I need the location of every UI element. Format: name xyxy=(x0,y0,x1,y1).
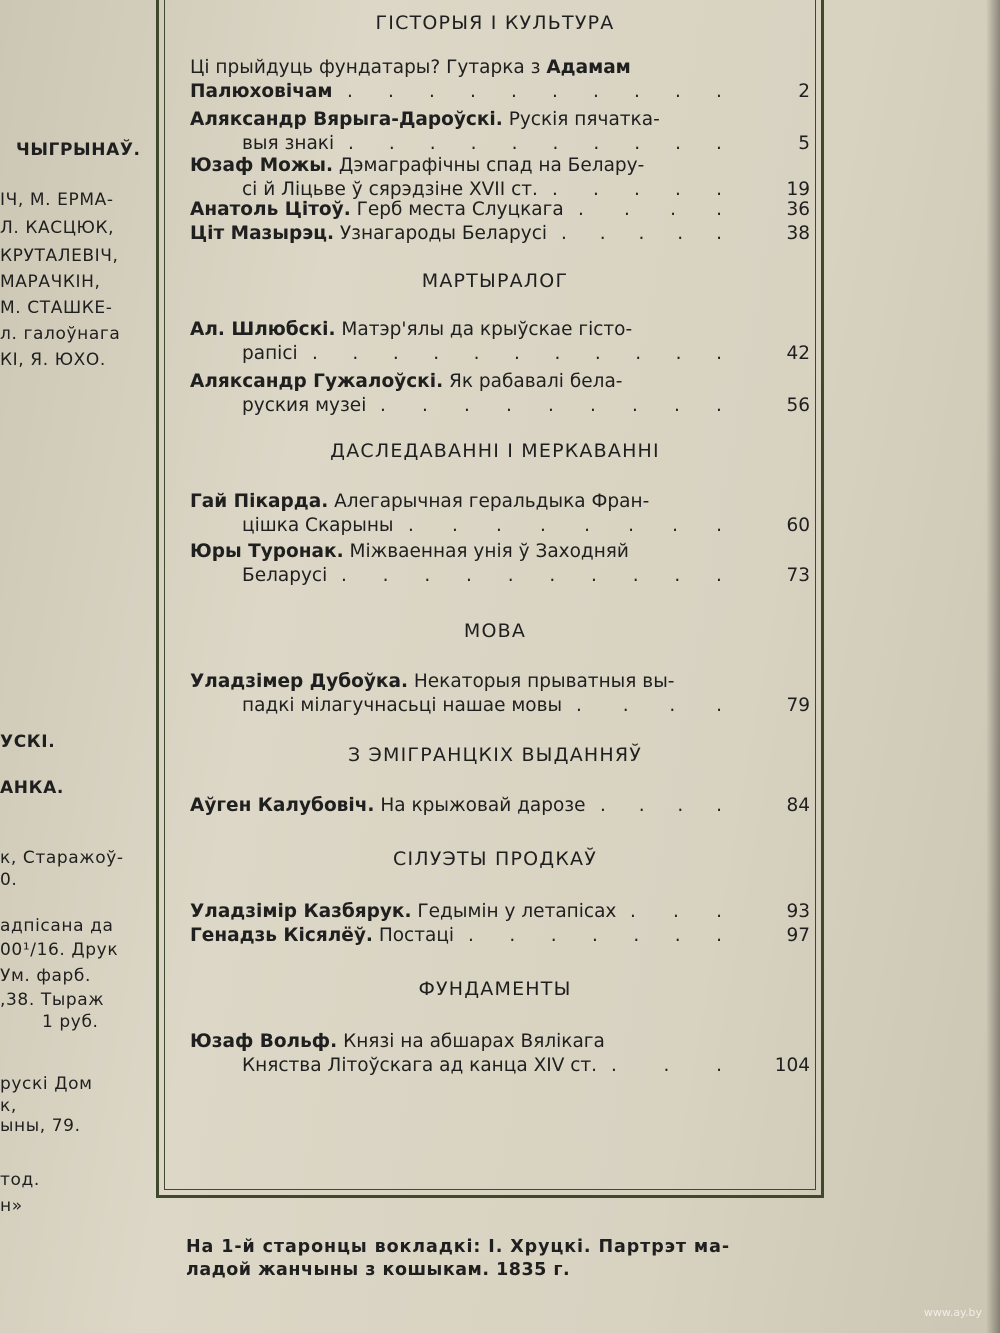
page-number: 60 xyxy=(786,514,810,536)
entry-author: Палюховічам xyxy=(190,80,333,102)
watermark: www.ay.by xyxy=(923,1306,982,1319)
entry-title: Постаці xyxy=(372,925,455,946)
toc-entry xyxy=(190,924,810,948)
left-column-line: КІ, Я. ЮХО. xyxy=(0,350,106,370)
toc-entry-line xyxy=(190,1054,810,1078)
toc-entry xyxy=(190,370,810,417)
entry-title: Рускія пячатка- xyxy=(502,109,660,130)
toc-entry-text xyxy=(242,564,327,588)
dot-leader: . . . . xyxy=(600,795,722,816)
toc-entry-text xyxy=(242,514,394,538)
entry-author: Ал. Шлюбскі. xyxy=(190,319,336,340)
left-column-line: ЧЫГРЫНАЎ. xyxy=(16,140,141,160)
toc-entry-text xyxy=(190,670,674,694)
entry-title: На крыжовай дарозе xyxy=(374,795,586,816)
entry-title: Некаторыя прыватныя вы- xyxy=(407,671,675,692)
toc-entry-line xyxy=(190,394,810,418)
left-column-line: Л. КАСЦЮК, xyxy=(0,218,115,238)
page-number: 2 xyxy=(798,80,810,102)
toc-entry-text xyxy=(190,900,616,924)
toc-entry-text xyxy=(190,1030,605,1054)
left-column-line: к, xyxy=(0,1096,17,1116)
toc-entry-line xyxy=(190,794,810,818)
dot-leader: . . . . . . . . . . xyxy=(347,80,722,102)
page-number: 5 xyxy=(798,132,810,154)
toc-entry-line xyxy=(190,132,810,156)
cover-caption-line2: ладой жанчыны з кошыкам. 1835 г. xyxy=(186,1260,571,1280)
dot-leader: . . . . . . . xyxy=(468,925,722,946)
entry-title: Як рабавалі бела- xyxy=(443,371,623,392)
entry-title: Ці прыйдуць фундатары? Гутарка з xyxy=(190,57,547,78)
entry-title: рапісі xyxy=(242,342,298,364)
toc-entry xyxy=(190,670,810,717)
toc-entry-text xyxy=(190,80,333,104)
entry-author: Аляксандр Вярыга-Дароўскі. xyxy=(190,109,503,130)
toc-entry-text xyxy=(242,1054,597,1078)
toc-entry-text xyxy=(190,540,629,564)
toc-entry-text xyxy=(242,694,562,718)
entry-title: сі й Ліцьве ў сярэдзіне XVII ст. xyxy=(242,178,538,200)
entry-title: выя знакі xyxy=(242,132,335,154)
entry-author: Аўген Калубовіч. xyxy=(190,795,375,816)
entry-author: Уладзімер Дубоўка. xyxy=(190,671,408,692)
page-number: 93 xyxy=(786,901,810,922)
toc-entry-line xyxy=(190,924,810,948)
left-column-line: л. галоўнага xyxy=(0,324,121,344)
toc-entry xyxy=(190,198,810,222)
left-column-line: 1 руб. xyxy=(42,1012,99,1032)
entry-author: Аляксандр Гужалоўскі. xyxy=(190,371,444,392)
entry-title: Міжваенная унія ў Заходняй xyxy=(343,541,629,562)
section-heading: ФУНДАМЕНТЫ xyxy=(418,978,572,1000)
entry-title: Княства Літоўскага ад канца XIV ст. xyxy=(242,1054,598,1076)
dot-leader: . . . . . . . . xyxy=(408,514,722,536)
toc-entry-text xyxy=(242,342,298,366)
toc-entry-line xyxy=(190,900,810,924)
left-column-line: ІЧ, М. ЕРМА- xyxy=(0,190,114,210)
toc-entry-text xyxy=(190,318,632,342)
dot-leader: . . . . . . . . . . xyxy=(341,564,722,586)
dot-leader: . . . . . xyxy=(552,178,722,200)
toc-entry-line xyxy=(190,694,810,718)
entry-title: руския музеі xyxy=(242,394,367,416)
left-column-line: АНКА. xyxy=(0,778,64,798)
left-column-line: тод. xyxy=(0,1170,40,1190)
page-number: 19 xyxy=(786,178,810,200)
section-heading: ДАСЛЕДАВАННІ І МЕРКАВАННІ xyxy=(330,440,660,462)
toc-entry xyxy=(190,794,810,818)
toc-entry-text xyxy=(190,924,454,948)
toc-entry-line xyxy=(190,198,810,222)
toc-entry-line xyxy=(190,80,810,104)
entry-author: Гай Пікарда. xyxy=(190,491,329,512)
dot-leader: . . . . . xyxy=(561,223,722,244)
toc-entry xyxy=(190,900,810,924)
page-number: 84 xyxy=(786,795,810,816)
entry-title: Князі на абшарах Вялікага xyxy=(337,1031,605,1052)
toc-entry xyxy=(190,108,810,155)
toc-entry-text xyxy=(190,154,644,178)
entry-title: Герб места Слуцкага xyxy=(350,199,564,220)
entry-title: Беларусі xyxy=(242,564,328,586)
left-column-line: МАРАЧКІН, xyxy=(0,272,101,292)
cover-caption-line1: На 1-й старонцы вокладкі: І. Хруцкі. Партрэт ма- xyxy=(186,1237,731,1257)
toc-entry-line xyxy=(190,56,810,80)
entry-title: падкі мілагучнасьці нашае мовы xyxy=(242,694,563,716)
dot-leader: . . . . . . . . . xyxy=(380,394,722,416)
toc-entry-line xyxy=(190,318,810,342)
entry-author: Уладзімір Казбярук. xyxy=(190,901,412,922)
toc-entry-text xyxy=(190,198,564,222)
entry-title: Алегарычная геральдыка Фран- xyxy=(328,491,650,512)
toc-entry-line xyxy=(190,154,810,178)
toc-entry-line xyxy=(190,540,810,564)
toc-entry-text xyxy=(190,108,660,132)
dot-leader: . . . . xyxy=(578,199,722,220)
toc-entry-line xyxy=(190,564,810,588)
toc-entry-text xyxy=(190,222,547,246)
toc-entry-line xyxy=(190,670,810,694)
entry-author: Юры Туронак. xyxy=(190,541,344,562)
dot-leader: . . . . xyxy=(576,694,722,716)
left-column-line: к, Старажоў- xyxy=(0,848,124,868)
toc-entry-line xyxy=(190,342,810,366)
toc-entry-line xyxy=(190,490,810,514)
left-column-line: КРУТАЛЕВІЧ, xyxy=(0,246,119,266)
left-column-line: Ум. фарб. xyxy=(0,966,92,986)
entry-author: Анатоль Цітоў. xyxy=(190,199,351,220)
toc-entry-line xyxy=(190,108,810,132)
left-column-line: 00¹/16. Друк xyxy=(0,940,119,960)
entry-author: Генадзь Кісялёў. xyxy=(190,925,373,946)
page-edge-shadow xyxy=(986,0,1000,1333)
entry-title: Узнагароды Беларусі xyxy=(334,223,548,244)
toc-entry-line xyxy=(190,514,810,538)
cover-caption xyxy=(186,1236,826,1282)
toc-entry-line xyxy=(190,222,810,246)
left-column-line: ыны, 79. xyxy=(0,1116,81,1136)
toc-entry-text xyxy=(190,490,649,514)
entry-title: Гедымін у летапісах xyxy=(411,901,617,922)
section-heading: МОВА xyxy=(463,620,527,642)
toc-entry-text xyxy=(242,132,334,156)
entry-author: Адамам xyxy=(546,57,631,78)
left-column-line: рускі Дом xyxy=(0,1074,93,1094)
page-number: 42 xyxy=(786,342,810,364)
toc-entry xyxy=(190,154,810,201)
toc-entry xyxy=(190,1030,810,1077)
left-column-line: М. СТАШКЕ- xyxy=(0,298,113,318)
entry-title: цішка Скарыны xyxy=(242,514,394,536)
toc-entry-line xyxy=(190,370,810,394)
section-heading: СІЛУЭТЫ ПРОДКАЎ xyxy=(392,848,598,870)
left-column-line: ,38. Тыраж xyxy=(0,990,105,1010)
toc-entry xyxy=(190,56,810,103)
left-column-line: адпісана да xyxy=(0,916,114,936)
page-number: 56 xyxy=(786,394,810,416)
left-cropped-column xyxy=(0,0,170,1333)
page-number: 36 xyxy=(786,199,810,220)
page-number: 73 xyxy=(786,564,810,586)
page-number: 38 xyxy=(786,223,810,244)
toc-entry xyxy=(190,222,810,246)
dot-leader: . . . . . . . . . . xyxy=(348,132,722,154)
dot-leader: . . . xyxy=(611,1054,722,1076)
page-number: 104 xyxy=(774,1054,810,1076)
left-column-line: 0. xyxy=(0,870,18,890)
entry-title: Матэр'ялы да крыўскае гісто- xyxy=(335,319,633,340)
toc-entry-text xyxy=(190,370,622,394)
toc-entry xyxy=(190,318,810,365)
entry-author: Юзаф Вольф. xyxy=(190,1031,338,1052)
dot-leader: . . . . . . . . . . . xyxy=(312,342,722,364)
left-column-line: УСКІ. xyxy=(0,732,56,752)
left-column-line: н» xyxy=(0,1196,23,1216)
dot-leader: . . . xyxy=(630,901,722,922)
section-heading: ГІСТОРЫЯ І КУЛЬТУРА xyxy=(375,12,615,34)
page-number: 97 xyxy=(786,925,810,946)
page-number: 79 xyxy=(786,694,810,716)
section-heading: МАРТЫРАЛОГ xyxy=(421,270,569,292)
entry-author: Юзаф Можы. xyxy=(190,155,334,176)
toc-entry-text xyxy=(242,394,366,418)
entry-title: Дэмаграфічны спад на Белару- xyxy=(333,155,645,176)
toc-entry-text xyxy=(190,56,631,80)
section-heading: З ЭМІГРАНЦКІХ ВЫДАННЯЎ xyxy=(347,744,643,766)
entry-author: Ціт Мазырэц. xyxy=(190,223,334,244)
toc-entry-text xyxy=(190,794,586,818)
toc-entry xyxy=(190,540,810,587)
toc-entry xyxy=(190,490,810,537)
toc-entry-line xyxy=(190,1030,810,1054)
